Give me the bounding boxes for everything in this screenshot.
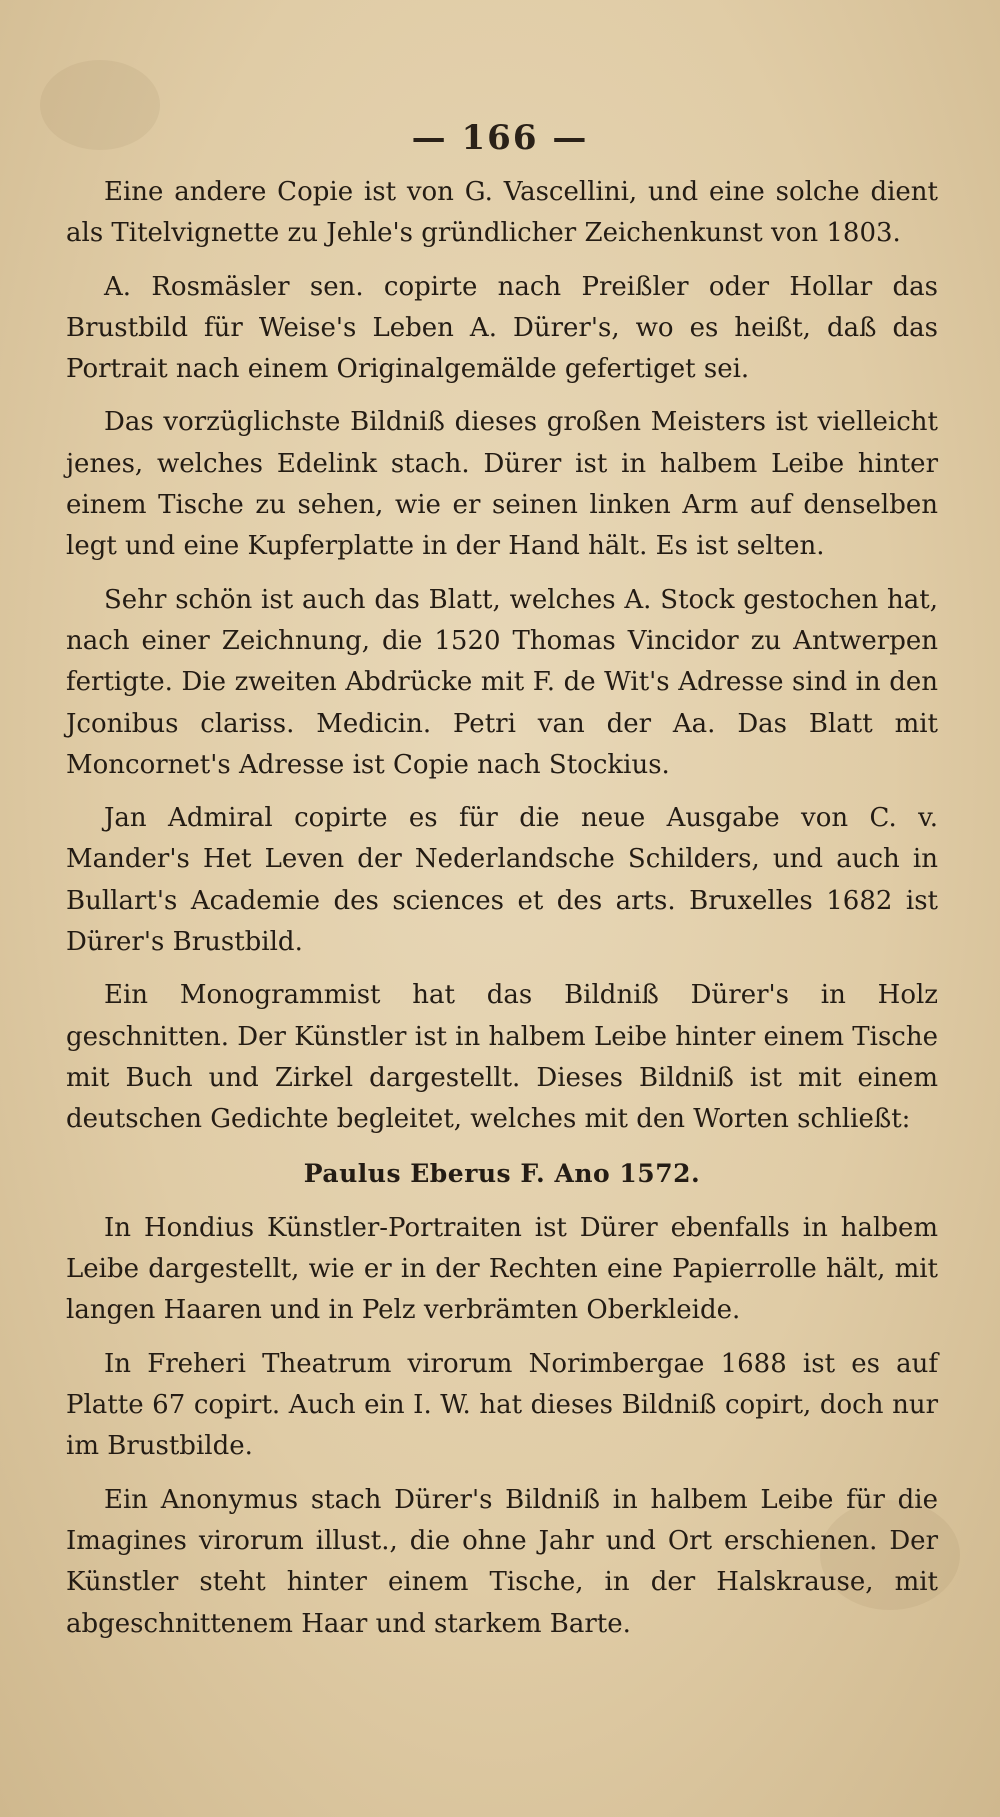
paragraph: In Freheri Theatrum virorum Norimbergae 1688 ist es auf Platte 67 copirt. Auch ein I. W. hat dieses Bildniß copirt, doch nur im Brustbilde. — [66, 1348, 938, 1462]
paragraph: Ein Anonymus stach Dürer's Bildniß in halbem Leibe für die Imagines virorum illust., die ohne Jahr und Ort erschienen. Der Künstler steht hinter einem Tische, in der Halskrause, mit abgeschnittenem Haar und starkem Barte. — [66, 1484, 938, 1639]
page-number: — 166 — — [411, 118, 589, 158]
paragraph: In Hondius Künstler-Portraiten ist Dürer ebenfalls in halbem Leibe dargestellt, wie er in der Rechten eine Papierrolle hält, mit langen Haaren und in Pelz verbrämten Oberkleide. — [66, 1212, 938, 1326]
paragraph: Ein Monogrammist hat das Bildniß Dürer's in Holz geschnitten. Der Künstler ist in halbem Leibe hinter einem Tische mit Buch und Zirkel dargestellt. Dieses Bildniß ist mit einem deutschen Gedichte begleitet, welches mit den Worten schließt: — [66, 980, 939, 1135]
paragraph: Jan Admiral copirte es für die neue Ausgabe von C. v. Mander's Het Leven der Nederlandsche Schilders, und auch in Bullart's Academie des sciences et des arts. Bruxelles 1682 ist Dürer's Brustbild. — [66, 803, 938, 958]
paragraph: Sehr schön ist auch das Blatt, welches A. Stock gestochen hat, nach einer Zeichnung, die 1520 Thomas Vincidor zu Antwerpen fertigte. Die zweiten Abdrücke mit F. de Wit's Adresse sind in den Jconibus clariss. Medicin. Petri van der Aa. Das Blatt mit Moncornet's Adresse ist Copie nach Stockius. — [66, 584, 938, 780]
paragraph: Das vorzüglichste Bildniß dieses großen Meisters ist vielleicht jenes, welches Edelink stach. Dürer ist in halbem Leibe hinter einem Tische zu sehen, wie er seinen linken Arm auf denselben legt und eine Kupferplatte in der Hand hält. Es ist selten. — [66, 407, 938, 562]
body-text — [66, 172, 938, 1657]
paragraph: A. Rosmäsler sen. copirte nach Preißler oder Hollar das Brustbild für Weise's Leben A. Dürer's, wo es heißt, daß das Portrait nach einem Originalgemälde gefertiget sei. — [66, 271, 938, 385]
paragraph: Eine andere Copie ist von G. Vascellini, und eine solche dient als Titelvignette zu Jehle's gründlicher Zeichenkunst von 1803. — [66, 177, 938, 249]
inscription: Paulus Eberus F. Ano 1572. — [303, 1158, 701, 1188]
